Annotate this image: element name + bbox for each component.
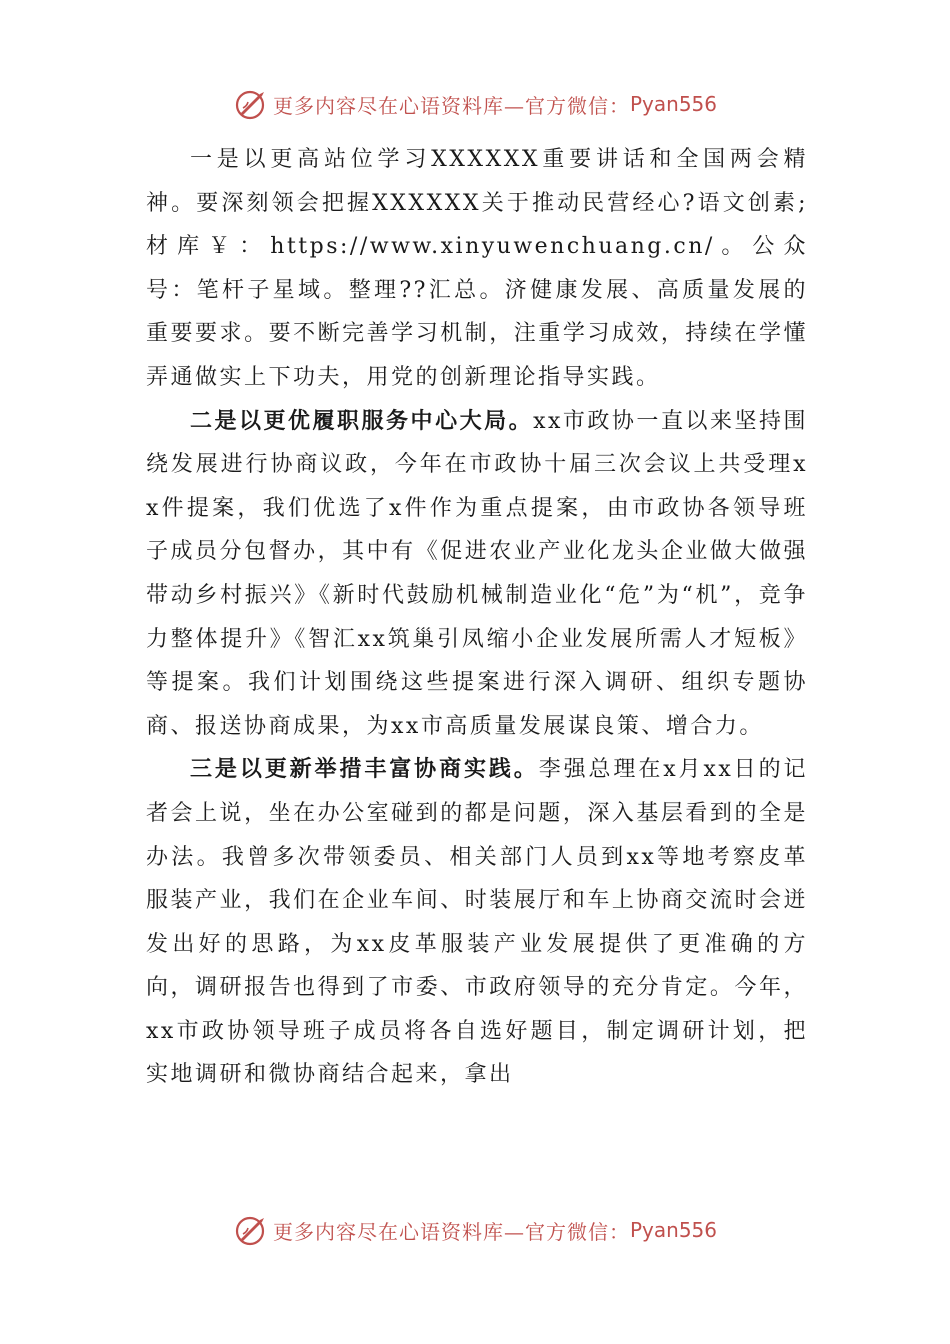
header-banner bbox=[0, 82, 950, 126]
document-body bbox=[146, 138, 808, 1097]
wechat-id: Pyan556 bbox=[629, 92, 717, 116]
wechat-id: Pyan556 bbox=[629, 1218, 717, 1242]
pen-logo-icon bbox=[233, 1212, 269, 1248]
paragraph-lead: 二是以更优履职服务中心大局。 bbox=[190, 407, 534, 434]
paragraph-text: 李强总理在x月xx日的记者会上说，坐在办公室碰到的都是问题，深入基层看到的全是办法。我曾多次带领委员、相关部门人员到xx等地考察皮革服装产业，我们在企业车间、时装展厅和车上协商交流时会迸发出好的思路，为xx皮革服装产业发展提供了更准确的方向，调研报告也得到了市委、市政府领导的充分肯定。今年，xx市政协领导班子成员将各自选好题目，制定调研计划，把实地调研和微协商结合起来，拿出 bbox=[146, 757, 808, 1088]
paragraph-text: xx市政协一直以来坚持围绕发展进行协商议政，今年在市政协十届三次会议上共受理xx件提案，我们优选了x件作为重点提案，由市政协各领导班子成员分包督办，其中有《促进农业产业化龙头企业做大做强带动乡村振兴》《新时代鼓励机械制造业化“危”为“机”，竞争力整体提升》《智汇xx筑巢引凤缩小企业发展所需人才短板》等提案。我们计划围绕这些提案进行深入调研、组织专题协商、报送协商成果，为xx市高质量发展谋良策、增合力。 bbox=[146, 408, 808, 739]
footer-banner bbox=[0, 1208, 950, 1252]
pen-logo-icon bbox=[233, 86, 269, 122]
banner-text: 更多内容尽在心语资料库—官方微信： bbox=[272, 93, 630, 118]
paragraph-1 bbox=[146, 138, 808, 400]
banner-text: 更多内容尽在心语资料库—官方微信： bbox=[272, 1219, 630, 1244]
paragraph-text: 一是以更高站位学习XXXXXX重要讲话和全国两会精神。要深刻领会把握XXXXXX关于推动民营经心?语文创素;材库￥：https://www.xinyuwenchuang.cn/。公众号：笔杆子星域。整理??汇总。济健康发展、高质量发展的重要要求。要不断完善学习机制，注重学习成效，持续在学懂弄通做实上下功夫，用党的创新理论指导实践。 bbox=[146, 147, 808, 390]
paragraph-2 bbox=[146, 400, 808, 749]
paragraph-3 bbox=[146, 748, 808, 1097]
paragraph-lead: 三是以更新举措丰富协商实践。 bbox=[190, 756, 539, 783]
